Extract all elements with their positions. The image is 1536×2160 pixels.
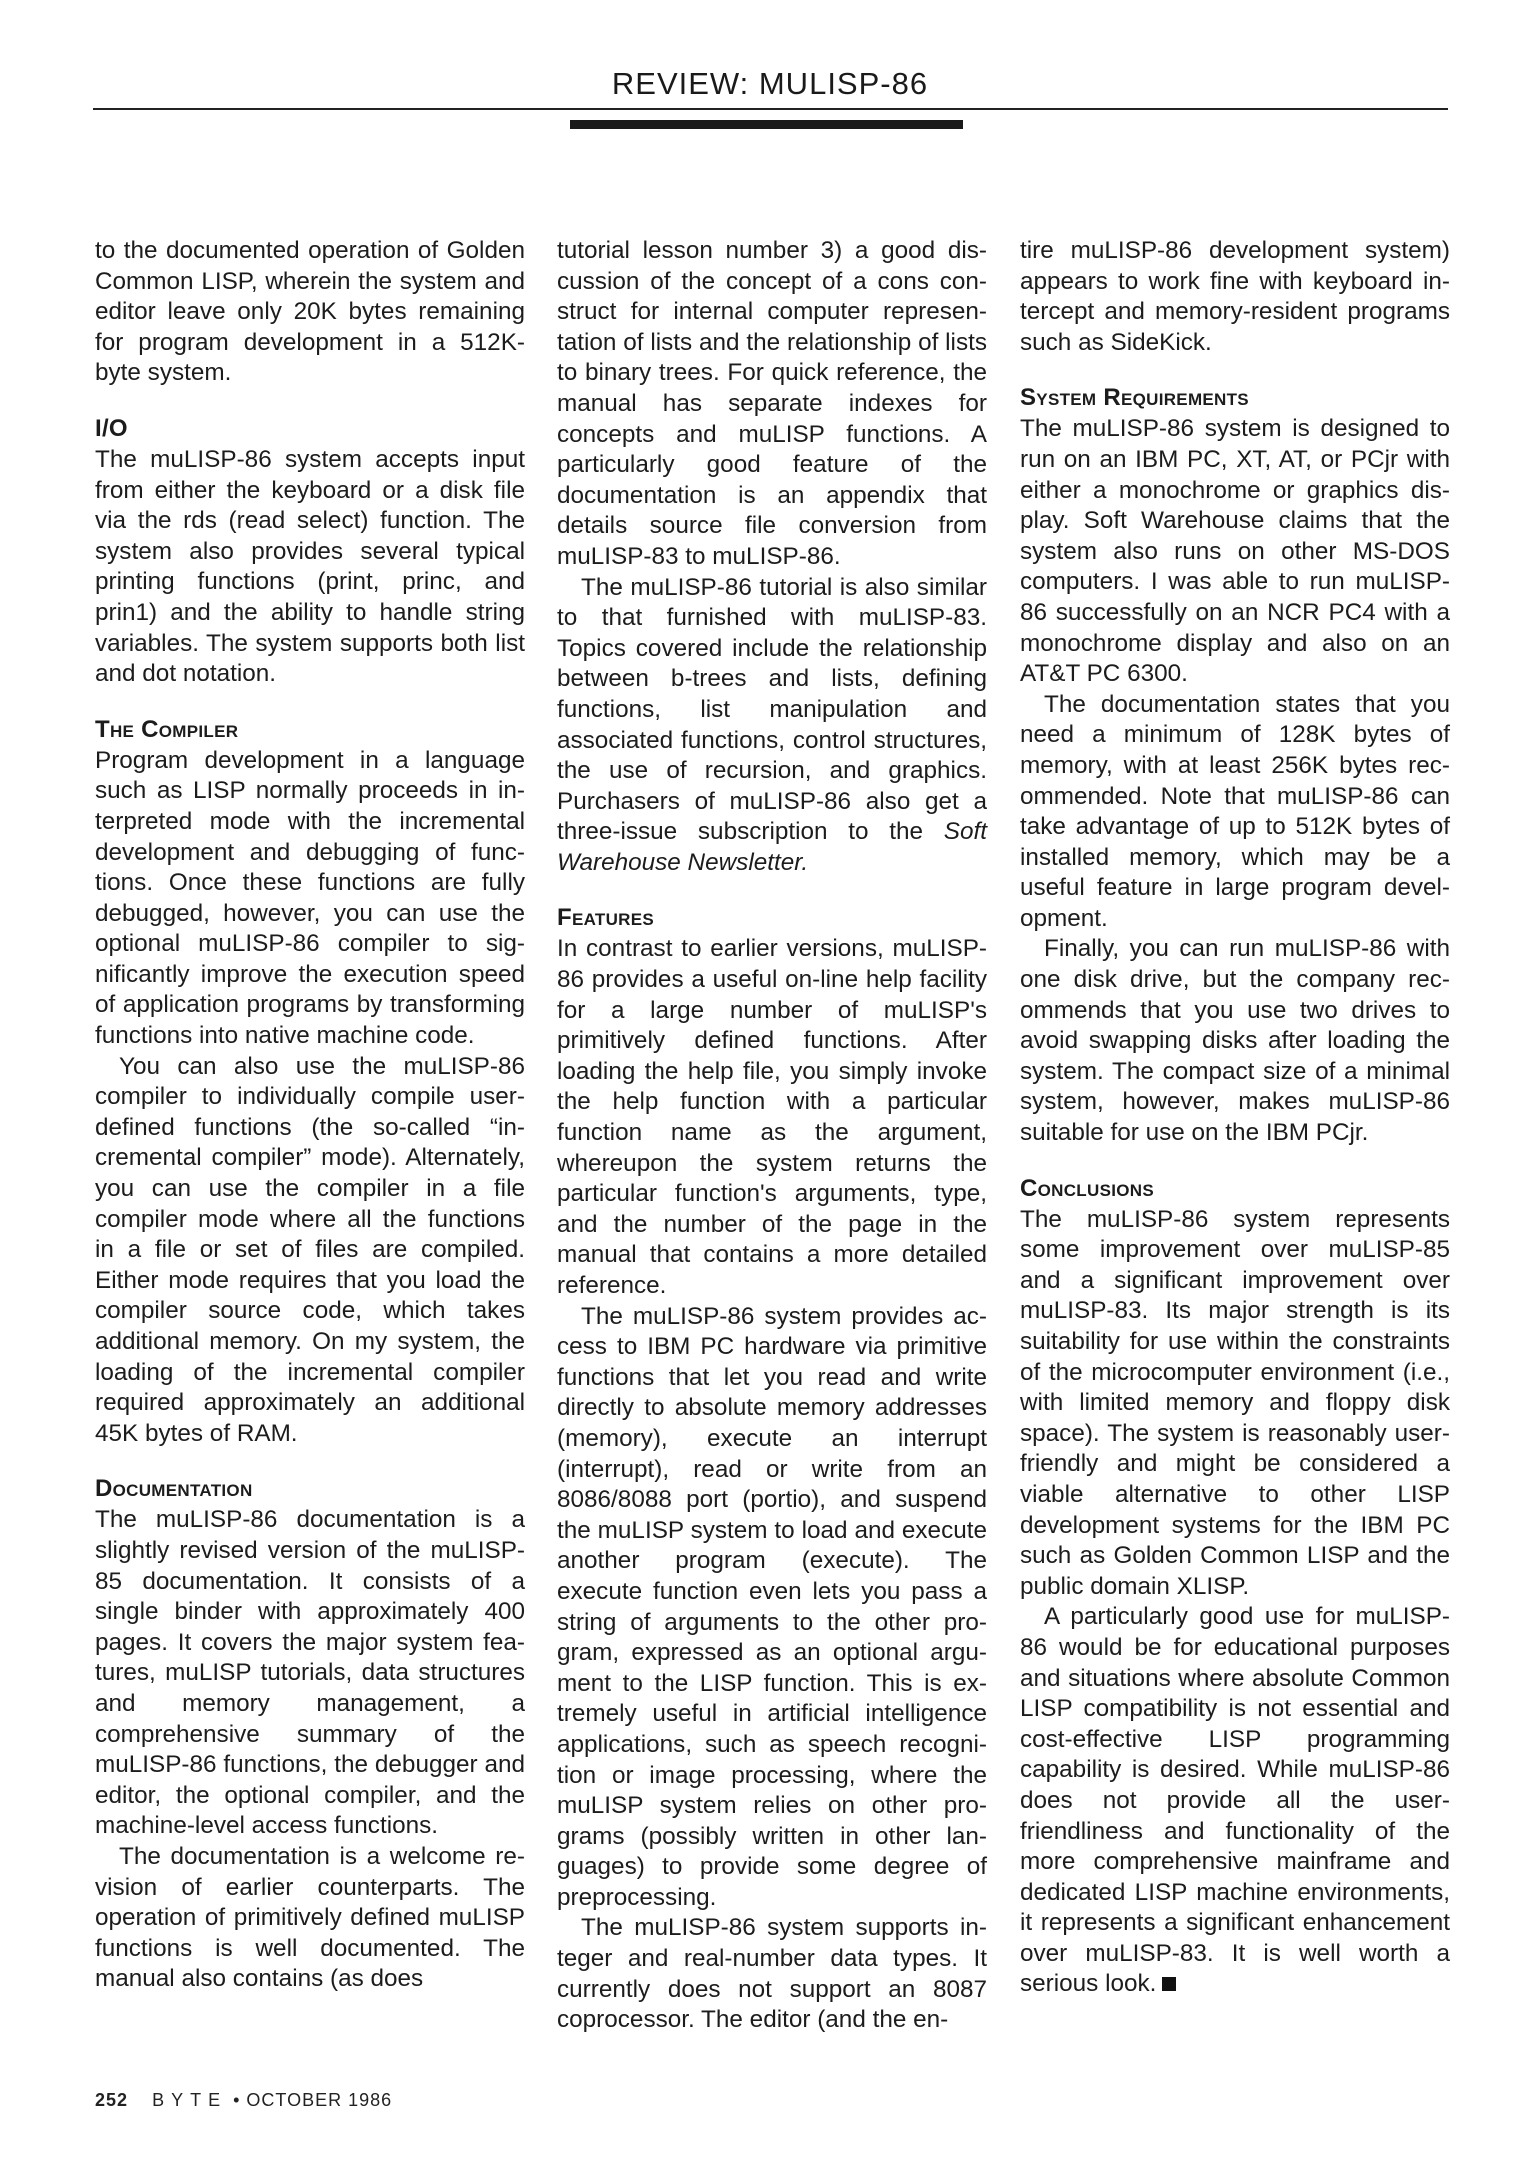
header-bar xyxy=(570,120,963,129)
magazine-name: BYTE xyxy=(152,2090,228,2110)
paragraph: The documentation states that you need a minimum of 128K bytes of memory, with at least 256K bytes recommended. Note that muLISP-86 can take advantage of up to 512K bytes of installed memory, which may be a useful feature in large program development. xyxy=(1020,690,1450,932)
section-heading-documentation: Documentation xyxy=(95,1475,253,1503)
paragraph: tutorial lesson number 3) a good discussion of the concept of a cons construct for internal computer representation of lists and the relationship of lists to binary trees. For quick reference, the manual has separate indexes for concepts and muLISP functions. A particularly good feature of the documentation is an appendix that details source file conversion from muLISP-83 to muLISP-86. xyxy=(557,237,987,570)
paragraph: The muLISP-86 system provides access to IBM PC hardware via primitive functions that let you read and write directly to absolute memory addresses (memory), execute an interrupt (interrupt), read or write from an 8086/8088 port (portio), and suspend the muLISP system to load and execute another program (execute). The execute function even lets you pass a string of arguments to the other program, expressed as an optional argument to the LISP function. This is extremely useful in artificial intelligence applications, such as speech recognition or image processing, where the muLISP system relies on other programs (possibly written in other languages) to provide some degree of preprocessing. xyxy=(557,1302,987,1911)
section-heading-compiler: The Compiler xyxy=(95,715,239,743)
paragraph xyxy=(1020,1602,1450,2000)
paragraph xyxy=(557,573,987,879)
paragraph: to the documented operation of Golden Common LISP, wherein the system and editor leave only 20K bytes remaining for program development in a 512K-byte system. xyxy=(95,237,525,387)
issue-date: OCTOBER 1986 xyxy=(246,2090,393,2110)
header-rule xyxy=(93,108,1448,110)
column-1 xyxy=(95,236,525,1995)
section-heading-conclusions: Conclusions xyxy=(1020,1174,1154,1202)
section-heading-features: Features xyxy=(557,904,655,932)
paragraph: The muLISP-86 system accepts input from either the keyboard or a disk file via the rds (read select) function. The system also provides several typical printing functions (print, princ, and prin1) and the ability to handle string variables. The system supports both list and dot notation. xyxy=(95,445,525,688)
paragraph: The documentation is a welcome revision of earlier counterparts. The operation of primitively defined muLISP functions is well documented. The manual also contains (as does xyxy=(95,1842,525,1993)
page-footer xyxy=(95,2090,392,2111)
column-2 xyxy=(557,236,987,2036)
paragraph: The muLISP-86 documentation is a slightly revised version of the muLISP-85 documentation. It consists of a single binder with approximately 400 pages. It covers the major system features, muLISP tutorials, data structures and memory management, a comprehensive summary of the muLISP-86 functions, the debugger and editor, the optional compiler, and the machine-level access functions. xyxy=(95,1506,525,1840)
end-of-article-mark xyxy=(1162,1977,1176,1991)
section-heading-system-requirements: System Requirements xyxy=(1020,384,1249,412)
running-head-title: REVIEW: MULISP-86 xyxy=(611,66,929,101)
paragraph: The muLISP-86 system is designed to run on an IBM PC, XT, AT, or PCjr with either a monochrome or graphics display. Soft Warehouse claims that the system also runs on other MS-DOS computers. I was able to run muLISP-86 successfully on an NCR PC4 with a monochrome display and also on an AT&T PC 6300. xyxy=(1020,415,1450,688)
paragraph: tire muLISP-86 development system) appears to work fine with keyboard intercept and memory-resident programs such as SideKick. xyxy=(1020,237,1450,356)
footer-separator: • xyxy=(233,2090,241,2110)
paragraph: Program development in a language such as LISP normally proceeds in interpreted mode with the incremental development and debugging of functions. Once these functions are fully debugged, however, you can use the optional muLISP-86 compiler to significantly improve the execution speed of application programs by transforming functions into native machine code. xyxy=(95,746,525,1050)
paragraph: The muLISP-86 system supports integer and real-number data types. It currently does not support an 8087 coprocessor. The editor (and the en- xyxy=(557,1914,987,2034)
section-heading-io: I/O xyxy=(95,414,128,442)
paragraph-text: A particularly good use for muLISP-86 would be for educational purposes and situations where absolute Common LISP compatibility is not essential and cost-effective LISP programming capability is desired. While muLISP-86 does not provide all the user-friendliness and functionality of the more comprehensive mainframe and dedicated LISP machine environments, it represents a significant enhancement over muLISP-83. It is well worth a serious look. xyxy=(1020,1603,1450,1998)
column-3 xyxy=(1020,236,1450,2000)
paragraph: You can also use the muLISP-86 compiler to individually compile user-defined functions (the so-called “incremental compiler” mode). Alternately, you can use the compiler in a file compiler mode where all the functions in a file or set of files are compiled. Either mode requires that you load the compiler source code, which takes additional memory. On my system, the loading of the incremental compiler required approximately an additional 45K bytes of RAM. xyxy=(95,1052,525,1447)
paragraph-text: The muLISP-86 tutorial is also similar to that furnished with muLISP-83. Topics covered include the relationship between b-trees and lists, defining functions, list manipulation and associated functions, control structures, the use of recursion, and graphics. Purchasers of muLISP-86 also get a three-issue subscription to the xyxy=(557,573,987,846)
newsletter-title: Soft Warehouse Newsletter. xyxy=(557,818,987,876)
paragraph: In contrast to earlier versions, muLISP-86 provides a useful on-line help facility for a large number of muLISP's primitively defined functions. After loading the help file, you simply invoke the help function with a particular function name as the argument, whereupon the system returns the particular function's arguments, type, and the number of the page in the manual that contains a more detailed reference. xyxy=(557,935,987,1299)
page-number: 252 xyxy=(95,2090,129,2110)
paragraph: The muLISP-86 system represents some improvement over muLISP-85 and a significant improvement over muLISP-83. Its major strength is its suitability for use within the constraints of the microcomputer environment (i.e., with limited memory and floppy disk space). The system is reasonably user-friendly and might be considered a viable alternative to other LISP development systems for the IBM PC such as Golden Common LISP and the public domain XLISP. xyxy=(1020,1205,1450,1600)
paragraph: Finally, you can run muLISP-86 with one disk drive, but the company recommends that you use two drives to avoid swapping disks after loading the system. The compact size of a minimal system, however, makes muLISP-86 suitable for use on the IBM PCjr. xyxy=(1020,935,1450,1147)
